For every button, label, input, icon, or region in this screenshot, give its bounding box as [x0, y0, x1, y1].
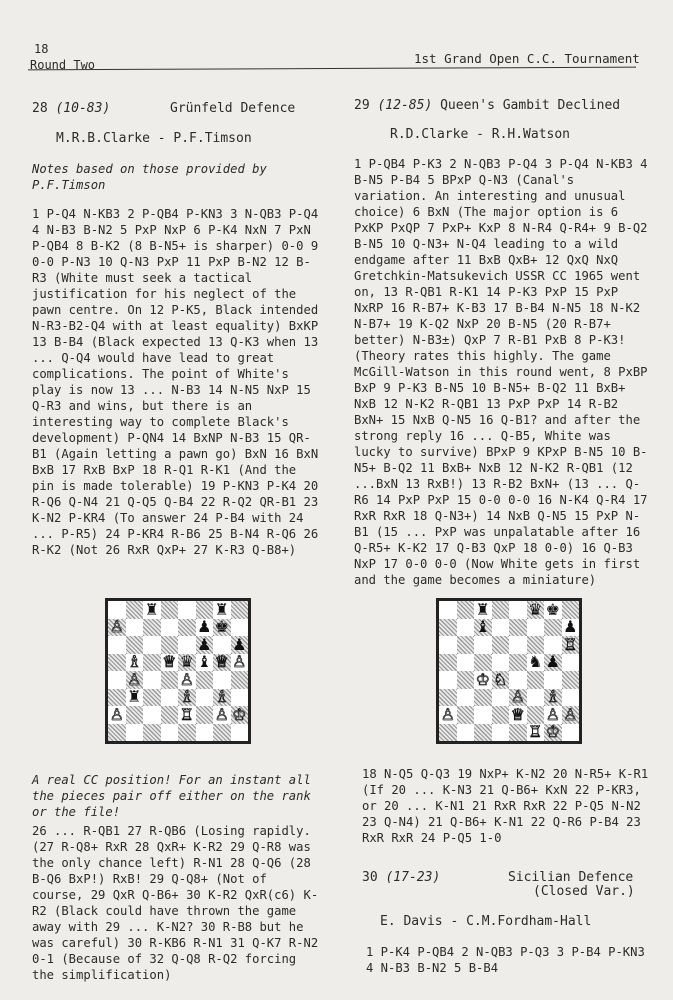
chess-piece-icon: ♜ — [475, 599, 490, 619]
board-square — [439, 619, 457, 637]
board-square — [161, 706, 179, 724]
board-square — [527, 619, 545, 637]
players: R.D.Clarke - R.H.Watson — [390, 127, 571, 142]
page-number: 18 — [34, 42, 49, 56]
board-square — [213, 671, 231, 689]
board-square — [196, 689, 214, 707]
chess-piece-icon: ♕ — [214, 652, 229, 672]
board-square — [108, 636, 126, 654]
board-square — [161, 619, 179, 637]
board-square — [196, 706, 214, 724]
board-square — [231, 636, 249, 654]
moves-text: 1 P-Q4 N-KB3 2 P-QB4 P-KN3 3 N-QB3 P-Q4 4 N-B3 B-N2 5 PxP NxP 6 P-K4 NxN 7 PxN P-QB4 8 B-K2 (8 B-N5+ is sharper) 0-0 9 0-0 P-N3 10 Q-N3 PxP 11 PxP B-N2 12 B-R3 (White must seek a tactical justification for his neglect of the pawn centre. On 12 P-K5, Black intended N-R3-B2-Q4 with at least equality) BxKP 13 B-B4 (Black expected 13 Q-K3 when 13 ... Q-Q4 would have lead to great complications. The point of White's play is now 13 ... N-B3 14 N-N5 NxP 15 Q-R3 and wins, but there is an interesting way to complete Black's development) P-QN4 14 BxNP N-B3 15 QR-B1 (Again letting a pawn go) BxN 16 BxN BxB 17 RxB BxP 18 R-Q1 R-K1 (And the pin is made tolerable) 19 P-KN3 P-K4 20 R-Q6 Q-N4 21 Q-Q5 Q-B4 22 R-Q2 QR-B1 23 K-N2 P-KR4 (To answer 24 P-B4 with 24 ... P-R5) 24 P-KR4 R-B6 25 B-N4 R-Q6 26 R-K2 (Not 26 RxR QxP+ 27 K-R3 Q-B8+) — [32, 207, 319, 557]
board-square — [178, 601, 196, 619]
chess-piece-icon: ♛ — [179, 652, 194, 672]
board-square — [439, 601, 457, 619]
board-square — [126, 724, 144, 742]
board-square — [196, 724, 214, 742]
chess-piece-icon: ♔ — [232, 704, 247, 724]
board-square — [196, 619, 214, 637]
chess-piece-icon: ♙ — [510, 687, 525, 707]
board-square — [196, 601, 214, 619]
board-square — [544, 671, 562, 689]
board-square — [544, 636, 562, 654]
chess-piece-icon: ♔ — [475, 669, 490, 689]
board-square — [527, 654, 545, 672]
board-square — [562, 671, 580, 689]
chess-piece-icon: ♜ — [127, 687, 142, 707]
board-square — [527, 689, 545, 707]
chess-piece-icon: ♚ — [545, 599, 560, 619]
board-square — [439, 689, 457, 707]
board-square — [562, 619, 580, 637]
chess-piece-icon: ♝ — [197, 652, 212, 672]
board-square — [178, 636, 196, 654]
game-ref: (10-83) — [55, 101, 111, 116]
board-square — [544, 654, 562, 672]
header-rule — [28, 67, 636, 71]
board-square — [213, 654, 231, 672]
board-square — [544, 619, 562, 637]
board-square — [492, 724, 510, 742]
chess-piece-icon: ♟ — [563, 617, 578, 637]
opening-variation: (Closed Var.) — [533, 884, 635, 899]
board-square — [108, 619, 126, 637]
board-square — [178, 671, 196, 689]
board-square — [231, 654, 249, 672]
board-square — [492, 671, 510, 689]
moves-text-continued: 18 N-Q5 Q-Q3 19 NxP+ K-N2 20 N-R5+ K-R1 (If 20 ... K-N3 21 Q-B6+ KxN 22 P-KR3, or 20 ... K-N1 21 RxR RxR 22 P-Q5 N-N2 23 Q-N4) 21 Q-B6+ K-N1 22 Q-R6 P-B4 23 RxR RxR 24 P-Q5 1-0 — [362, 767, 649, 845]
opening-title: Queen's Gambit Declined — [440, 98, 621, 113]
board-square — [126, 706, 144, 724]
board-square — [562, 654, 580, 672]
board-square — [108, 689, 126, 707]
chess-piece-icon: ♜ — [144, 599, 159, 619]
board-square — [213, 724, 231, 742]
board-square — [474, 724, 492, 742]
board-square — [108, 724, 126, 742]
board-square — [178, 689, 196, 707]
chess-piece-icon: ♛ — [528, 599, 543, 619]
board-square — [126, 619, 144, 637]
chess-piece-icon: ♗ — [214, 687, 229, 707]
board-square — [474, 706, 492, 724]
chess-piece-icon: ♞ — [528, 652, 543, 672]
chess-piece-icon: ♙ — [109, 704, 124, 724]
board-square — [126, 689, 144, 707]
chess-piece-icon: ♙ — [545, 704, 560, 724]
board-square — [492, 689, 510, 707]
moves-text: 1 P-QB4 P-K3 2 N-QB3 P-Q4 3 P-Q4 N-KB3 4 B-N5 P-B4 5 BPxP Q-N3 (Canal's variation. An interesting and unusual choice) 6 BxN (The major option is 6 PxKP PxQP 7 PxP+ KxP 8 N-R4 Q-R4+ 9 B-Q2 B-N5 10 Q-N3+ N-Q4 leading to a wild endgame after 11 BxB QxB+ 12 QxQ NxQ Gretchkin-Matsukevich USSR CC 1965 went on, 13 R-QB1 R-K1 14 P-K3 PxP 15 PxP NxRP 16 R-B7+ K-B3 17 B-B4 N-N5 18 N-K2 N-B7+ 19 K-Q2 NxP 20 B-N5 (20 R-B7+ better) N-B3±) QxP 7 R-B1 PxB 8 P-K3! (Theory rates this highly. The game McGill-Watson in this round went, 8 PxBP BxP 9 P-K3 B-N5 10 B-N5+ B-Q2 11 BxB+ NxB 12 N-K2 R-QB1 13 PxP PxP 14 R-B2 BxN+ 15 NxB Q-N5 16 Q-B1? and after the strong reply 16 ... Q-B5, White was lucky to survive) BPxP 9 KPxP B-N5 10 B-N5+ B-Q2 11 BxB+ NxB 12 N-K2 R-QB1 (12 ...BxN 13 RxB!) 13 R-B2 BxN+ (13 ... Q-R6 14 PxP PxP 15 0-0 0-0 16 N-K4 Q-R4 17 RxR RxR 18 Q-N3+) 14 NxB Q-N5 15 PxP N-B1 (15 ... PxP was unpalatable after 16 Q-R5+ K-K2 17 Q-B3 QxP 18 0-0) 16 Q-B3 NxP 17 0-0 0-0 (Now White gets in first and the game becomes a miniature) — [354, 157, 648, 587]
chess-piece-icon: ♟ — [545, 652, 560, 672]
board-square — [457, 619, 475, 637]
board-square — [509, 724, 527, 742]
board-square — [126, 601, 144, 619]
board-square — [457, 636, 475, 654]
board-square — [213, 636, 231, 654]
chess-piece-icon: ♙ — [232, 652, 247, 672]
board-square — [161, 671, 179, 689]
board-square — [474, 601, 492, 619]
board-square — [509, 619, 527, 637]
board-square — [492, 601, 510, 619]
board-square — [213, 706, 231, 724]
board-square — [143, 601, 161, 619]
players: M.R.B.Clarke - P.F.Timson — [56, 131, 252, 146]
board-square — [474, 619, 492, 637]
board-square — [527, 671, 545, 689]
chess-piece-icon: ♙ — [214, 704, 229, 724]
board-square — [108, 601, 126, 619]
game-28-heading — [32, 101, 110, 116]
board-square — [492, 706, 510, 724]
moves-text-continued: 26 ... R-QB1 27 R-QB6 (Losing rapidly. (27 R-Q8+ RxR 28 QxR+ K-R2 29 Q-R8 was the only chance left) R-N1 28 Q-Q6 (28 B-Q6 BxP!) RxB! 29 Q-Q8+ (Not of course, 29 QxR Q-B6+ 30 K-R2 QxR(c6) K-R2 (Black could have thrown the game away with 29 ... K-N2? 30 R-B8 but he was careful) 30 R-KB6 R-N1 31 Q-K7 R-N2 0-1 (Because of 32 Q-Q8 R-Q2 forcing the simplification) — [32, 824, 319, 982]
board-square — [196, 654, 214, 672]
running-title: 1st Grand Open C.C. Tournament — [414, 51, 640, 66]
board-square — [196, 671, 214, 689]
board-square — [178, 706, 196, 724]
board-square — [509, 689, 527, 707]
board-square — [143, 724, 161, 742]
chess-piece-icon: ♜ — [214, 599, 229, 619]
chess-piece-icon: ♙ — [109, 617, 124, 637]
board-square — [492, 619, 510, 637]
board-square — [108, 654, 126, 672]
board-square — [562, 706, 580, 724]
board-square — [492, 636, 510, 654]
board-square — [439, 636, 457, 654]
chess-piece-icon: ♙ — [127, 669, 142, 689]
chess-piece-icon: ♘ — [493, 669, 508, 689]
chess-piece-icon: ♟ — [232, 634, 247, 654]
game-ref: (12-85) — [377, 98, 433, 113]
board-square — [509, 706, 527, 724]
chess-piece-icon: ♔ — [545, 722, 560, 742]
board-square — [457, 724, 475, 742]
board-square — [527, 601, 545, 619]
chess-piece-icon: ♙ — [440, 704, 455, 724]
chess-piece-icon: ♟ — [197, 617, 212, 637]
board-square — [562, 724, 580, 742]
board-square — [474, 654, 492, 672]
board-square — [509, 671, 527, 689]
board-square — [562, 636, 580, 654]
chess-piece-icon: ♕ — [510, 704, 525, 724]
board-square — [509, 601, 527, 619]
board-square — [108, 706, 126, 724]
board-square — [457, 601, 475, 619]
board-square — [474, 636, 492, 654]
board-square — [457, 654, 475, 672]
board-square — [562, 601, 580, 619]
board-square — [161, 724, 179, 742]
chess-piece-icon: ♗ — [545, 687, 560, 707]
chess-piece-icon: ♖ — [528, 722, 543, 742]
chess-piece-icon: ♗ — [127, 652, 142, 672]
game-number: 29 — [354, 98, 370, 113]
board-square — [143, 671, 161, 689]
board-square — [457, 706, 475, 724]
board-square — [439, 654, 457, 672]
board-square — [143, 706, 161, 724]
board-square — [231, 671, 249, 689]
board-square — [492, 654, 510, 672]
chess-piece-icon: ♗ — [179, 687, 194, 707]
chess-diagram-right — [436, 598, 582, 744]
game-ref: (17-23) — [385, 870, 441, 885]
board-square — [126, 636, 144, 654]
game-number: 30 — [362, 870, 378, 885]
board-square — [562, 689, 580, 707]
board-square — [439, 671, 457, 689]
board-square — [231, 724, 249, 742]
board-square — [196, 636, 214, 654]
chess-piece-icon: ♙ — [563, 704, 578, 724]
board-square — [527, 636, 545, 654]
board-square — [231, 601, 249, 619]
chess-piece-icon: ♖ — [179, 704, 194, 724]
board-square — [231, 689, 249, 707]
board-square — [178, 619, 196, 637]
chess-piece-icon: ♝ — [475, 617, 490, 637]
board-square — [108, 671, 126, 689]
board-square — [143, 636, 161, 654]
board-square — [161, 654, 179, 672]
board-square — [161, 601, 179, 619]
board-square — [509, 636, 527, 654]
board-square — [213, 601, 231, 619]
board-square — [213, 689, 231, 707]
notes-credit: Notes based on those provided by P.F.Timson — [32, 162, 267, 192]
board-square — [126, 654, 144, 672]
board-square — [161, 636, 179, 654]
board-square — [126, 671, 144, 689]
board-square — [231, 619, 249, 637]
board-square — [178, 724, 196, 742]
chess-piece-icon: ♟ — [197, 634, 212, 654]
chess-diagram-left — [105, 598, 251, 744]
board-square — [439, 706, 457, 724]
board-square — [143, 619, 161, 637]
board-square — [544, 724, 562, 742]
chess-piece-icon: ♚ — [214, 617, 229, 637]
board-square — [231, 706, 249, 724]
board-square — [527, 724, 545, 742]
board-square — [527, 706, 545, 724]
board-square — [178, 654, 196, 672]
board-square — [213, 619, 231, 637]
chess-piece-icon: ♙ — [179, 669, 194, 689]
game-30-heading — [362, 870, 440, 885]
board-square — [509, 654, 527, 672]
board-square — [439, 724, 457, 742]
board-square — [544, 601, 562, 619]
board-square — [143, 654, 161, 672]
board-square — [474, 689, 492, 707]
board-square — [161, 689, 179, 707]
opening-title: Sicilian Defence — [508, 870, 634, 885]
board-square — [474, 671, 492, 689]
players: E. Davis - C.M.Fordham-Hall — [380, 914, 592, 929]
board-square — [143, 689, 161, 707]
board-square — [544, 689, 562, 707]
opening-title: Grünfeld Defence — [170, 101, 296, 116]
round-label: Round Two — [30, 58, 96, 72]
game-29-heading — [354, 98, 620, 113]
board-square — [544, 706, 562, 724]
chess-piece-icon: ♕ — [162, 652, 177, 672]
moves-text: 1 P-K4 P-QB4 2 N-QB3 P-Q3 3 P-B4 P-KN3 4 N-B3 B-N2 5 B-B4 — [366, 945, 645, 975]
diagram-caption: A real CC position! For an instant all the pieces pair off either on the rank or the file! — [32, 773, 311, 819]
board-square — [457, 689, 475, 707]
game-number: 28 — [32, 101, 48, 116]
board-square — [457, 671, 475, 689]
chess-piece-icon: ♖ — [563, 634, 578, 654]
